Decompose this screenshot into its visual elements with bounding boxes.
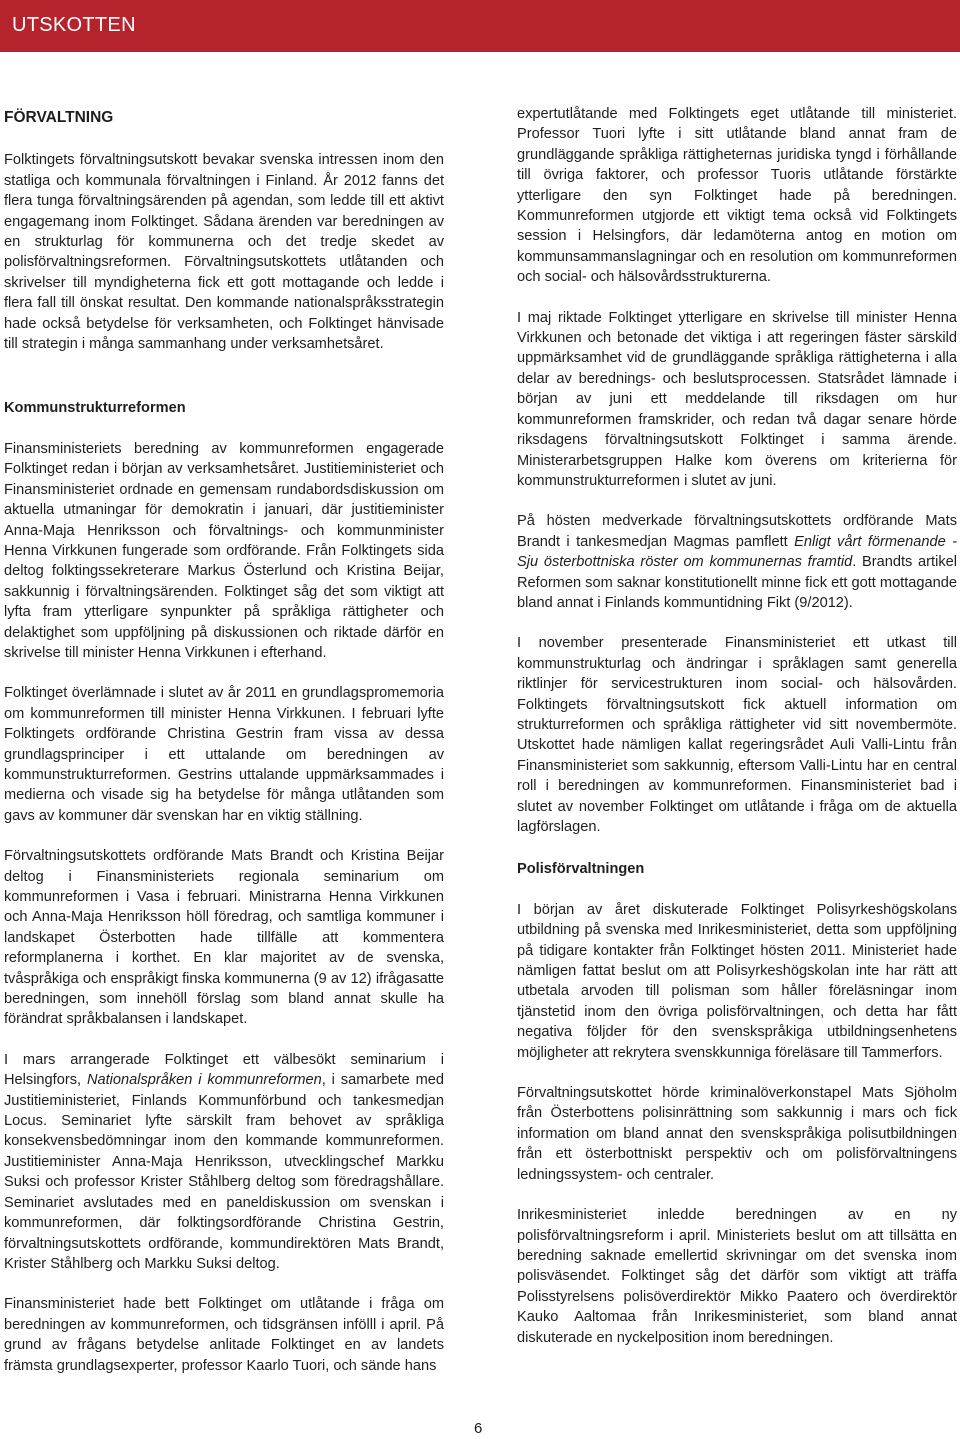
brandt-paragraph bbox=[517, 511, 957, 613]
paragraph: Folktinget överlämnade i slutet av år 2011 en grundlagspromemoria om kommunreformen till minister Henna Virkkunen. I februari lyfte Folktingets ordförande Christina Gestrin fram vissa av dessa grundlagsprinciper i ett uttalande om beredningen av kommunstrukturreformen. Gestrins uttalande uppmärksammades i medierna och visade sig ha betydelse för många utlåtanden som gavs av kommuner där svenskan har en viktig ställning. bbox=[4, 685, 444, 824]
page-number: 6 bbox=[474, 1420, 483, 1437]
paragraph: Inrikesministeriet inledde beredningen av en ny polisförvaltningsreform i april. Ministeriets beslut om att tillsätta en beredning saknade emellertid skrivningar om det svenska inom polisväsendet. Folktinget såg det därför som viktigt att träffa Polisstyrelsens polisöverdirektör Mikko Paatero och överdirektör Kauko Aaltomaa från Inrikesministeriet, som bland annat diskuterade en nyckelposition inom beredningen. bbox=[517, 1207, 957, 1346]
text-span: , i samarbete med Justitieministeriet, Finlands Kommunförbund och tankesmedjan Locus. Seminariet lyfte särskilt fram behovet av språkliga konsekvensbedömningar inom den kommande kommunreformen. Justitieminister Anna-Maja Henriksson, utvecklingschef Markku Suksi och professor Krister Ståhlberg deltog som föredragshållare. Seminariet avslutades med en paneldiskussion om svenskan i kommunreformen, där folktingsordförande Christina Gestrin, förvaltningsutskottets ordförande, kommundirektören Mats Brandt, Krister Ståhlberg och Markku Suksi deltog. bbox=[4, 1072, 445, 1272]
paragraph: Förvaltningsutskottet hörde kriminalöverkonstapel Mats Sjöholm från Österbottens polisinrättning som sakkunnig i mars och fick information om bland annat den svenskspråkiga polisutbildningen från ett österbottniskt perspektiv och om polisförvaltningens ledningssystem- och centraler. bbox=[517, 1085, 957, 1183]
seminar-title: Nationalspråken i kommunreformen bbox=[86, 1072, 322, 1089]
header-title: UTSKOTTEN bbox=[12, 14, 136, 36]
header-bar bbox=[0, 0, 960, 52]
subheading-kommunstrukturreformen: Kommunstrukturreformen bbox=[4, 400, 186, 417]
paragraph: Förvaltningsutskottets ordförande Mats Brandt och Kristina Beijar deltog i Finansministeriets regionala seminarium om kommunreformen i Vasa i februari. Ministrarna Henna Virkkunen och Anna-Maja Henriksson höll föredrag, och samtliga kommuner i landskapet Österbotten hade tillfälle att kommentera reformplanerna i korthet. En klar majoritet av de svenska, tvåspråkiga och enspråkigt finska kommunerna (9 av 12) ifrågasatte beredningen, som innehöll förslag som bland annat skulle ha förändrat språkbalansen i landskapet. bbox=[4, 848, 444, 1028]
section-title: FÖRVALTNING bbox=[4, 109, 114, 126]
paragraph: I början av året diskuterade Folktinget Polisyrkeshögskolans utbildning på svenska med Inrikesministeriet, detta som uppföljning på tidigare kontakter från Folktinget hösten 2011. Ministeriet hade nämligen fattat beslut om att Polisyrkeshögskolan inte har rätt att utbetala arvoden till polisman som håller föreläsningar inom tjänstetid inom den övriga polisförvaltningen, och detta har fått negativa följder för den svenskspråkiga utbildningsenhetens möjligheter att rekrytera svenskkunniga föreläsare till Tammerfors. bbox=[517, 901, 957, 1061]
right-column bbox=[517, 104, 957, 1368]
paragraph: I maj riktade Folktinget ytterligare en skrivelse till minister Henna Virkkunen och betonade det viktiga i att regeringen fäster särskild uppmärksamhet vid de grundläggande språkliga rättigheterna i alla delar av berednings- och beslutsprocessen. Statsrådet lämnade i början av juni ett meddelande till riksdagen om hur kommunreformen framskrider, och redan två dagar senare hörde riksdagens förvaltningsutskott Folktinget i samma ärende. Ministerarbetsgruppen Halke kom överens om kriterierna för kommunstrukturreformen i slutet av juni. bbox=[517, 309, 957, 489]
pamphlet-title: Enligt vårt förmenande - Sju österbottniska röster om kommunernas framtid bbox=[517, 533, 957, 571]
text-span: På hösten medverkade förvaltningsutskottets ordförande Mats Brandt i tankesmedjan Magmas pamflett bbox=[517, 513, 957, 550]
seminar-paragraph bbox=[4, 1050, 444, 1274]
intro-paragraph: Folktingets förvaltningsutskott bevakar svenska intressen inom den statliga och kommunala förvaltningen i Finland. År 2012 fanns det flera tunga förvaltningsärenden på agendan, som ledde till ett aktivt engagemang inom Folktinget. Sådana ärenden var beredningen av en strukturlag för kommunerna och det tredje skedet av polisförvaltningsreformen. Förvaltningsutskottets utlåtanden och skrivelser till myndigheterna fick ett gott mottagande och ledde i flera fall till önskat resultat. Den kommande nationalspråksstrategin hade också betydelse för verksamheten, och Folktinget hänvisade till strategin i många sammanhang under verksamhetsåret. bbox=[4, 152, 444, 353]
paragraph: Finansministeriet hade bett Folktinget om utlåtande i fråga om beredningen av kommunreformen, och tidsgränsen infölll i april. På grund av frågans betydelse anlitade Folktinget en av landets främsta grundlagsexperter, professor Kaarlo Tuori, och sände hans bbox=[4, 1296, 444, 1374]
subheading-polisforvaltningen: Polisförvaltningen bbox=[517, 861, 645, 878]
paragraph: expertutlåtande med Folktingets eget utlåtande till ministeriet. Professor Tuori lyfte i sitt utlåtande bland annat fram de grundläggande språkliga rättigheternas juridiska tyngd i förhållande till övriga faktorer, och professor Tuoris utlåtande förstärkte ytterligare den syn Folktinget hade på beredningen. Kommunreformen utgjorde ett viktigt tema också vid Folktingets session i Helsingfors, där ledamöterna antog en motion om kommunsammanslagningar och en resolution om kommunreformen och social- och hälsovårdsstrukturerna. bbox=[517, 106, 957, 286]
text-span: . Brandts artikel Reformen som saknar konstitutionellt minne fick ett gott mottagande bland annat i Finlands kommuntidning Fikt (9/2012). bbox=[517, 554, 957, 611]
paragraph: Finansministeriets beredning av kommunreformen engagerade Folktinget redan i början av verksamhetsåret. Justitieministeriet och Finansministeriet ordnade en gemensam rundabordsdiskussion om aktuella utmaningar för demokratin i januari, där justitieminister Anna-Maja Henriksson och förvaltnings- och kommunminister Henna Virkkunen fungerade som ordförande. Från Folktingets sida deltog folktingssekreterare Markus Österlund och Kristina Beijar, sakkunnig i förvaltningsärenden. Folktinget såg det som viktigt att lyfta fram ytterligare synpunkter på språkliga rättigheter och delaktighet som uppföljning på diskussionen och riktade därför en skrivelse till minister Henna Virkkunen i efterhand. bbox=[4, 440, 444, 661]
paragraph: I november presenterade Finansministeriet ett utkast till kommunstrukturlag och ändringar i språklagen samt generella riktlinjer för servicestrukturen inom social- och hälsovården. Folktingets förvaltningsutskott fick aktuell information om strukturreformen och språkliga rättigheter vid sitt novembermöte. Utskottet hade nämligen kallat regeringsrådet Auli Valli-Lintu från Finansministeriet som sakkunnig, eftersom Valli-Lintu har en central roll i beredningen av kommunreformen. Finansministeriet bad i slutet av november Folktinget om utlåtande i fråga om de aktuella lagförslagen. bbox=[517, 635, 957, 835]
left-column bbox=[4, 100, 444, 1396]
text-span: I mars arrangerade Folktinget ett välbesökt seminarium i Helsingfors, bbox=[4, 1051, 444, 1089]
